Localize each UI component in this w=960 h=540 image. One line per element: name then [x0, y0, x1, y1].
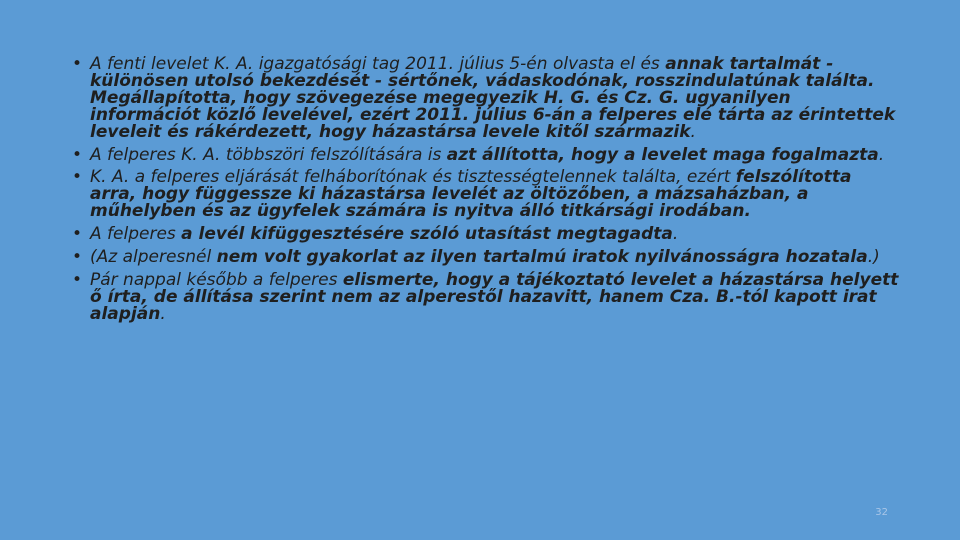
- bullet-text: Pár nappal később a felperes: [90, 269, 343, 290]
- bullet-text: K. A. a felperes eljárását felháborítónak és tisztességtelennek találta, ezért: [90, 167, 736, 188]
- bullet-text: .: [690, 121, 696, 142]
- bullet-text: .): [867, 247, 880, 268]
- bullet-icon: •: [72, 144, 83, 165]
- bullet-icon: •: [72, 224, 83, 245]
- bullet-icon: •: [72, 54, 83, 74]
- bullet-item: [72, 249, 902, 266]
- page-number: 32: [875, 507, 888, 518]
- bullet-text-emphasis: a levél kifüggesztésére szóló utasítást megtagadta: [181, 224, 673, 245]
- bullet-text: .: [672, 224, 679, 245]
- bullet-text-emphasis: nem volt gyakorlat az ilyen tartalmú iratok nyilvánosságra hozatala: [216, 247, 868, 268]
- bullet-text-emphasis: annak tartalmát - különösen utolsó bekezdését - sértőnek, vádaskodónak, rosszindulatúnak találta. Megállapította, hogy szövegezése megegyezik H. G. és Cz. G. ugyanilyen információt közlő levelével, ezért 2011. július 6-án a felperes elé tárta az érintettek leveleit és rákérdezett, hogy házastársa levele kitől származik: [90, 54, 896, 142]
- bullet-icon: •: [72, 247, 83, 268]
- bullet-text: A fenti levelet K. A. igazgatósági tag 2011. július 5-én olvasta el és: [90, 54, 666, 74]
- bullet-item: [72, 169, 902, 220]
- bullet-text: .: [160, 303, 166, 324]
- bullet-item: [72, 226, 902, 243]
- bullet-icon: •: [72, 167, 83, 188]
- bullet-text: A felperes: [90, 224, 182, 245]
- bullet-text: .: [878, 144, 885, 165]
- bullet-text: (Az alperesnél: [90, 247, 217, 268]
- bullet-item: [72, 269, 902, 324]
- bullet-text-emphasis: elismerte, hogy a tájékoztató levelet a házastársa helyett ő írta, de állítása szerint nem az alperestől hazavitt, hanem Cza. B.-tól kapott irat alapján: [90, 269, 899, 324]
- bullet-text: A felperes K. A. többszöri felszólítására is: [90, 144, 447, 165]
- bullet-text-emphasis: felszólította arra, hogy függessze ki házastársa levelét az öltözőben, a mázsaházban, a műhelyben és az ügyfelek számára is nyitva álló titkársági irodában.: [90, 167, 852, 222]
- bullet-list: [72, 56, 902, 329]
- bullet-item: [72, 56, 902, 141]
- bullet-icon: •: [72, 269, 83, 290]
- bullet-text-emphasis: azt állította, hogy a levelet maga fogalmazta: [446, 144, 879, 165]
- bullet-item: [72, 144, 902, 165]
